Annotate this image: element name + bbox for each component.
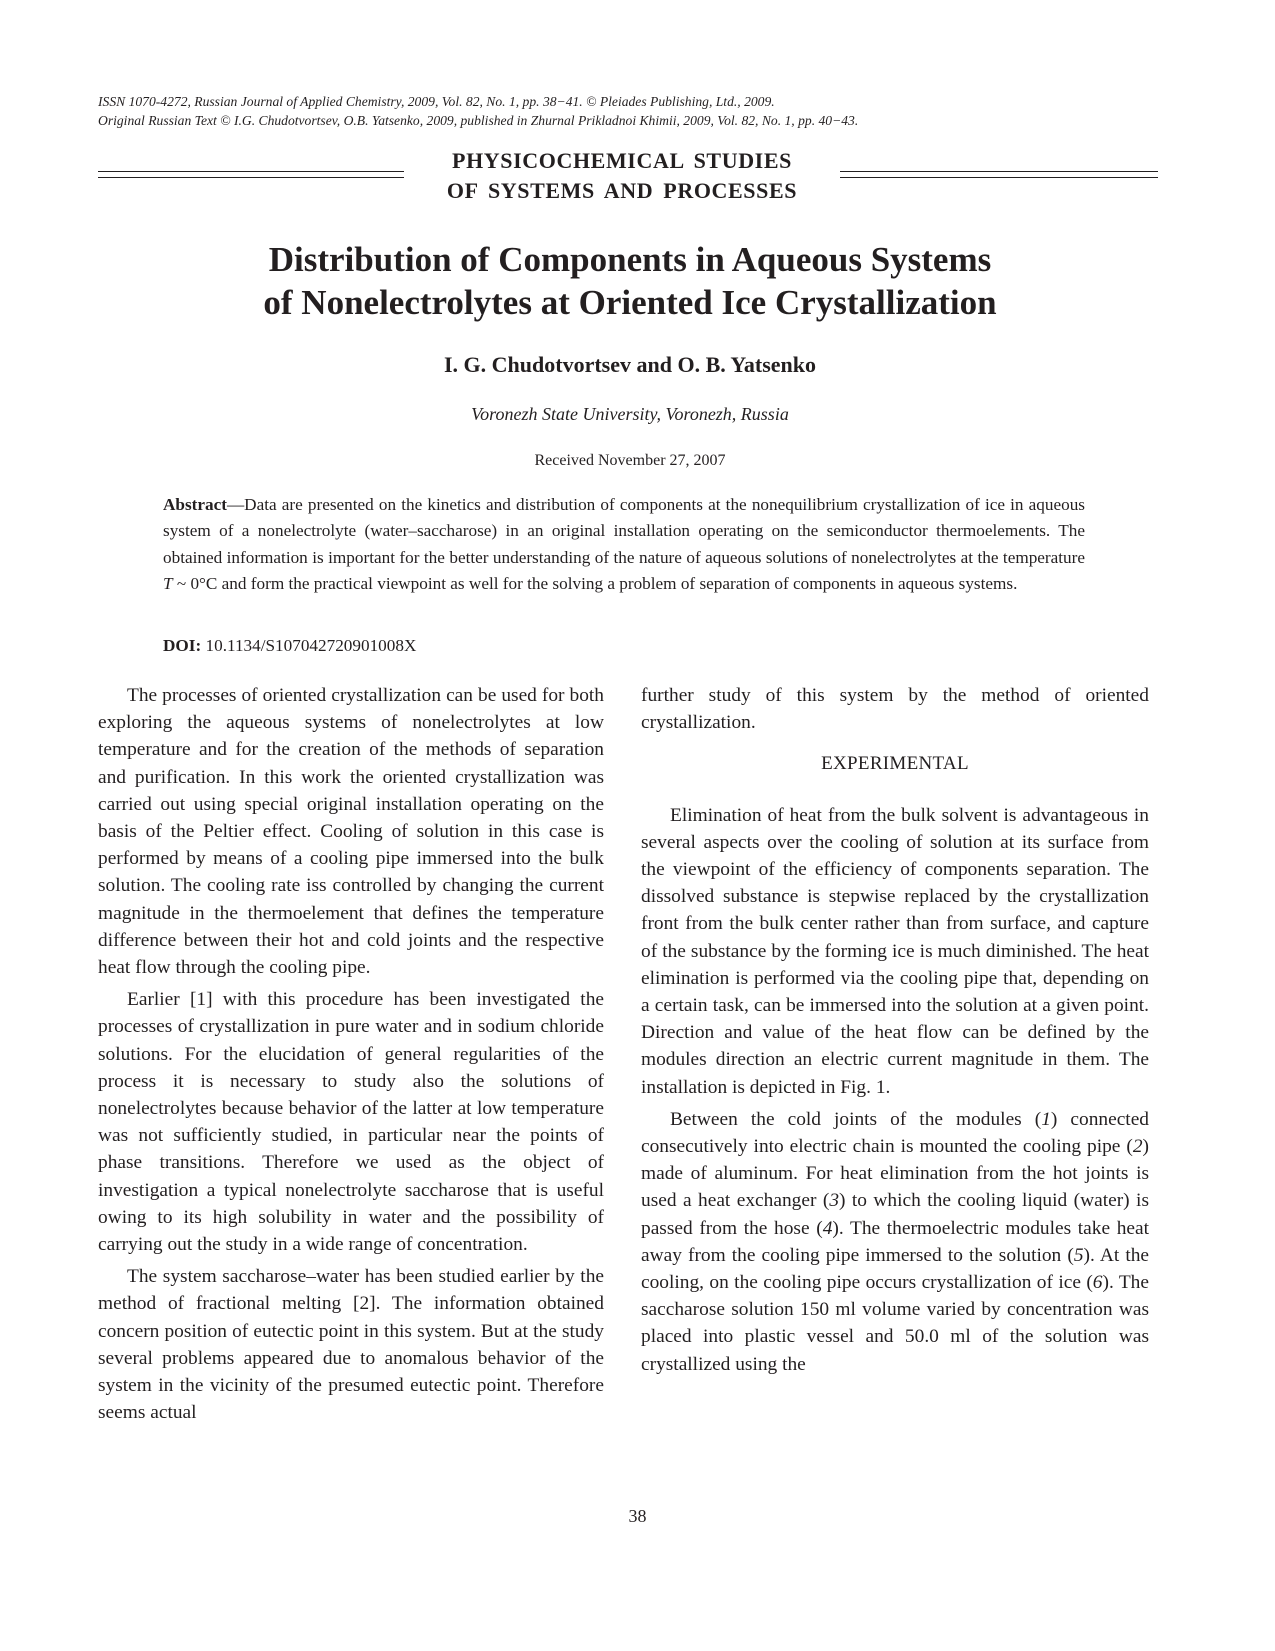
p2-ref-2: 2 [1132, 1136, 1143, 1158]
left-column [98, 682, 604, 1431]
p2-text-d: ) to which the cooling liquid (water) is passed from the hose ( [641, 1190, 1149, 1239]
doi [163, 636, 416, 656]
p2-ref-6: 6 [1092, 1272, 1103, 1294]
p2-ref-3: 3 [829, 1190, 840, 1212]
right-column [641, 682, 1149, 1383]
p2-text-g: ). The saccharose solution 150 ml volume varied by concentration was placed into plastic vessel and 50.0 ml of the solution was crystallized using the [641, 1272, 1149, 1375]
title-line1: Distribution of Components in Aqueous Systems [268, 240, 992, 279]
banner-rule-right [840, 171, 1158, 178]
p2-ref-4: 4 [822, 1217, 833, 1239]
title-line2: of Nonelectrolytes at Oriented Ice Crystallization [263, 283, 997, 322]
section-name-line1: PHYSICOCHEMICAL STUDIES [452, 148, 792, 173]
article-title [130, 238, 1130, 324]
section-name [404, 146, 840, 206]
p2-text-f: ). At the cooling, on the cooling pipe occurs crystallization of ice ( [641, 1244, 1150, 1294]
original-text-line: Original Russian Text © I.G. Chudotvortsev, O.B. Yatsenko, 2009, published in Zhurnal Prikladnoi Khimii, 2009, Vol. 82, No. 1, pp. 40−43. [98, 113, 859, 128]
right-paragraph-continuation: further study of this system by the method of oriented crystallization. [641, 685, 1149, 734]
right-paragraph-1: Elimination of heat from the bulk solvent is advantageous in several aspects over the cooling of solution at its surface from the viewpoint of the efficiency of components separation. The dissolved substance is stepwise replaced by the crystallization front from the bulk center rather than from surface, and capture of the substance by the forming ice is much diminished. The heat elimination is performed via the cooling pipe that, depending on a certain task, can be immersed into the solution at a given point. Direction and value of the heat flow can be defined by the modules direction an electric current magnitude in them. The installation is depicted in Fig. 1. [641, 804, 1149, 1098]
left-paragraph-1: The processes of oriented crystallization can be used for both exploring the aqueous systems of nonelectrolytes at low temperature and for the creation of the methods of separation and purification. In this work the oriented crystallization was carried out using special original installation operating on the basis of the Peltier effect. Cooling of solution in this case is performed by means of a cooling pipe immersed into the bulk solution. The cooling rate iss controlled by changing the current magnitude in the thermoelement that defines the temperature difference between their hot and cold joints and the respective heat flow through the cooling pipe. [98, 685, 604, 979]
p2-ref-5: 5 [1073, 1244, 1084, 1266]
journal-citation-line: ISSN 1070-4272, Russian Journal of Applied Chemistry, 2009, Vol. 82, No. 1, pp. 38−41. © Pleiades Publishing, Ltd., 2009. [98, 94, 775, 109]
p2-text-a: Between the cold joints of the modules ( [670, 1108, 1042, 1130]
abstract-text-1: —Data are presented on the kinetics and distribution of components at the nonequilibrium crystallization of ice in aqueous system of a nonelectrolyte (water–saccharose) in an original installation operating on the semiconductor thermoelements. The obtained information is important for the better understanding of the nature of aqueous solutions of nonelectrolytes at the temperature [163, 495, 1085, 567]
affiliation: Voronezh State University, Voronezh, Russia [471, 404, 789, 424]
experimental-heading: EXPERIMENTAL [821, 753, 969, 775]
p2-ref-1: 1 [1041, 1108, 1051, 1130]
abstract-temperature-symbol: T [163, 574, 173, 594]
p2-text-b: ) connected consecutively into electric chain is mounted the cooling pipe ( [641, 1108, 1150, 1158]
banner-rule-left [98, 171, 404, 178]
section-banner [98, 146, 1158, 206]
left-paragraph-2: Earlier [1] with this procedure has been investigated the processes of crystallization in pure water and in sodium chloride solutions. For the elucidation of general regularities of the process it is necessary to study also the solutions of nonelectrolytes because behavior of the latter at low temperature was not sufficiently studied, in particular near the points of phase transitions. Therefore we used as the object of investigation a typical nonelectrolyte saccharose that is useful owing to its high solubility in water and the possibility of carrying out the study in a wide range of concentration. [98, 989, 604, 1256]
doi-value: 10.1134/S107042720901008X [205, 636, 417, 655]
abstract-label: Abstract [163, 495, 227, 514]
authors: I. G. Chudotvortsev and O. B. Yatsenko [443, 352, 817, 377]
left-paragraph-3: The system saccharose–water has been studied earlier by the method of fractional melting [2]. The information obtained concern position of eutectic point in this system. But at the study several problems appeared due to anomalous behavior of the system in the vicinity of the presumed eutectic point. Therefore seems actual [98, 1266, 604, 1424]
doi-label: DOI: [163, 636, 202, 655]
section-name-line2: OF SYSTEMS AND PROCESSES [446, 178, 798, 203]
abstract-text-2: ~ 0°C and form the practical viewpoint as well for the solving a problem of separation of components in aqueous systems. [172, 574, 1018, 594]
right-paragraph-2 [641, 1106, 1149, 1378]
journal-header [98, 92, 1158, 130]
abstract [163, 492, 1085, 598]
p2-text-e: ). The thermoelectric modules take heat away from the cooling pipe immersed to the solution ( [641, 1217, 1150, 1266]
page-number: 38 [628, 1506, 647, 1526]
p2-text-c: ) made of aluminum. For heat elimination from the hot joints is used a heat exchanger ( [641, 1136, 1149, 1212]
received-date: Received November 27, 2007 [534, 452, 726, 469]
